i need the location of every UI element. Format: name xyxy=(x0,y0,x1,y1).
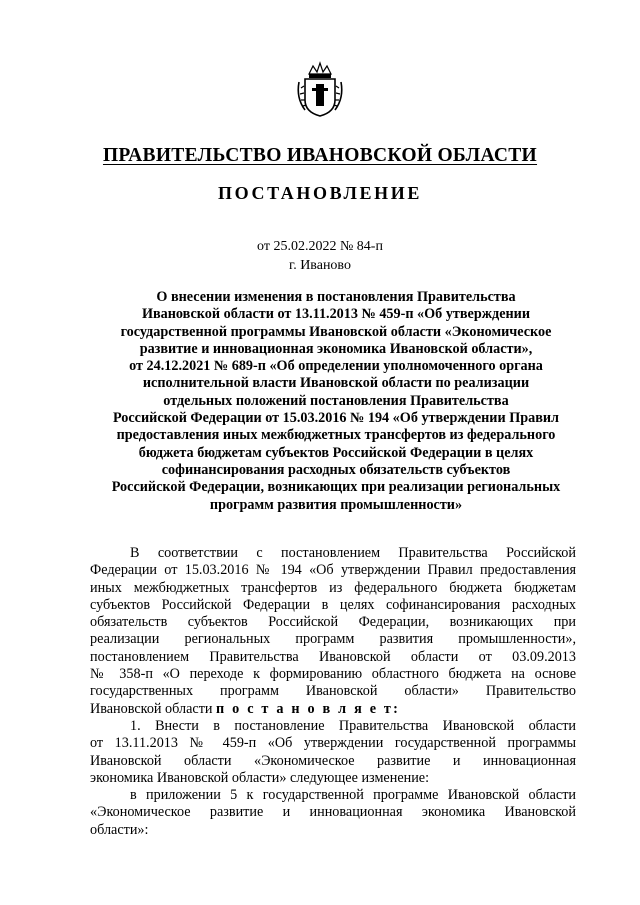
item-1-line: 1. Внести в постановление Правительства Ивановской области xyxy=(130,717,576,734)
appendix-line: «Экономическое развитие и инновационная экономика Ивановской xyxy=(90,804,576,821)
item-1-line: от 13.11.2013 № 459-п «Об утверждении государственной программы xyxy=(90,735,576,752)
body-line: Федерации от 15.03.2016 № 194 «Об утверждении Правил предоставления xyxy=(90,562,576,579)
document-type: ПОСТАНОВЛЕНИЕ xyxy=(218,183,422,203)
subject-line: развитие и инновационная экономика Ивановской области», xyxy=(139,340,533,357)
preamble-tail: Ивановской области xyxy=(90,700,213,717)
government-name: ПРАВИТЕЛЬСТВО ИВАНОВСКОЙ ОБЛАСТИ xyxy=(102,145,538,166)
item-1-line: Ивановской области «Экономическое развитие и инновационная xyxy=(90,752,576,769)
subject-line: бюджета бюджетам субъектов Российской Федерации в целях xyxy=(138,444,534,461)
subject-line: Российской Федерации, возникающих при реализации региональных xyxy=(111,479,561,496)
subject-line: отдельных положений постановления Правительства xyxy=(163,392,509,409)
subject-line: государственной программы Ивановской области «Экономическое xyxy=(120,323,552,340)
body-line: В соответствии с постановлением Правительства Российской xyxy=(130,545,576,561)
body-line: постановлением Правительства Ивановской области от 03.09.2013 xyxy=(90,648,576,665)
body-line xyxy=(90,701,576,718)
subject-line: предоставления иных межбюджетных трансфертов из федерального xyxy=(116,427,556,444)
document-body xyxy=(90,545,576,839)
item-1-line: экономика Ивановской области» следующее изменение: xyxy=(90,769,430,786)
appendix-line: в приложении 5 к государственной программе Ивановской области xyxy=(130,787,576,804)
appendix-line: области»: xyxy=(90,821,149,838)
body-line: реализации региональных программ развития промышленности», xyxy=(90,631,576,648)
coat-of-arms-icon xyxy=(295,60,345,118)
body-line: иных межбюджетных трансфертов из федерального бюджета бюджетам xyxy=(90,579,576,596)
document-subject xyxy=(86,289,586,514)
subject-line: Ивановской области от 13.11.2013 № 459-п «Об утверждении xyxy=(141,306,531,323)
body-line: обязательств субъектов Российской Федерации, возникающих при xyxy=(90,614,576,631)
subject-line: от 24.12.2021 № 689-п «Об определении уполномоченного органа xyxy=(129,358,543,375)
body-line: № 358-п «О переходе к формированию областного бюджета на основе xyxy=(90,666,576,683)
subject-line: Российской Федерации от 15.03.2016 № 194 «Об утверждении Правил xyxy=(112,410,560,427)
subject-line: программ развития промышленности» xyxy=(209,496,463,513)
body-line: субъектов Российской Федерации в целях софинансирования расходных xyxy=(90,596,576,613)
document-date-number: от 25.02.2022 № 84-п xyxy=(257,239,383,254)
subject-line: О внесении изменения в постановления Правительства xyxy=(156,289,516,305)
subject-line: софинансирования расходных обязательств субъектов xyxy=(161,461,511,478)
document-city: г. Иваново xyxy=(289,258,351,273)
decree-word: п о с т а н о в л я е т: xyxy=(216,700,401,717)
body-line: государственных программ Ивановской области» Правительство xyxy=(90,683,576,700)
subject-line: исполнительной власти Ивановской области по реализации xyxy=(142,375,530,392)
